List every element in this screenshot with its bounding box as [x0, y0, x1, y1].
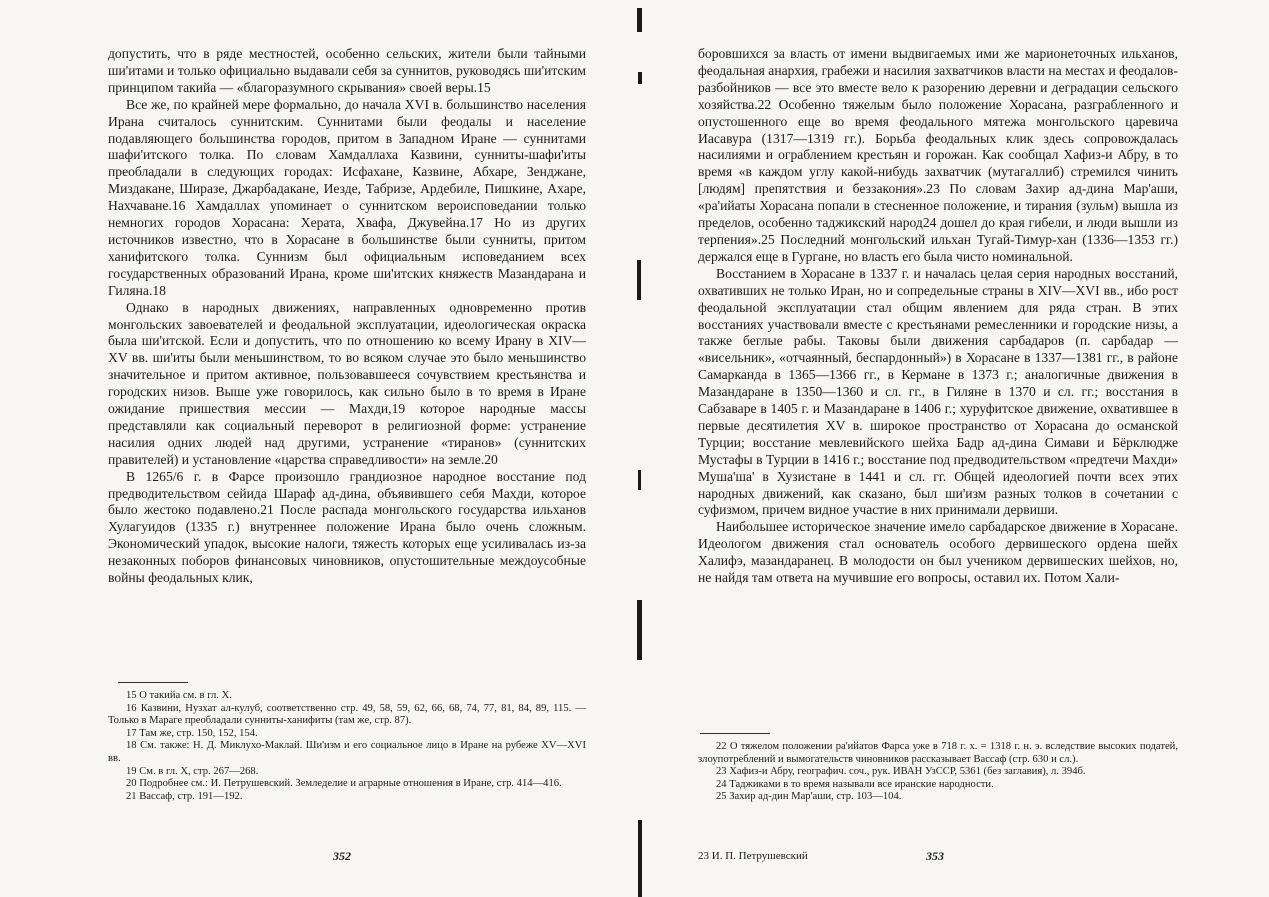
right-page-body — [698, 46, 1178, 587]
footnote-divider — [118, 682, 188, 683]
gutter-shadow — [638, 820, 642, 897]
paragraph: Наибольшее историческое значение имело сарбадарское движение в Хорасане. Идеологом движения стал основатель особого дервишеского ордена шейх Халифэ, мазандаранец. В молодости он был учеником дервишеских шейхов, но, не найдя там ответа на мучившие его вопросы, оставил их. Потом Хали- — [698, 519, 1178, 586]
footnote-divider — [700, 733, 770, 734]
footnote: 22 О тяжелом положении ра'ийатов Фарса уже в 718 г. х. = 1318 г. н. э. вследствие высоких податей, злоупотреблений и вымогательств чиновников рассказывает Вассаф (стр. 630 и сл.). — [698, 741, 1178, 765]
printer-signature: 23 И. П. Петрушевский — [698, 850, 808, 862]
paragraph: допустить, что в ряде местностей, особенно сельских, жители были тайными ши'итами и только официально выдавали себя за суннитов, руководясь ши'итским принципом такийа — «благоразумного скрывания» своей веры.15 — [108, 46, 586, 95]
footnote: 18 См. также: Н. Д. Миклухо-Маклай. Ши'изм и его социальное лицо в Иране на рубеже XV—XVI вв. — [108, 740, 586, 764]
right-page-footnotes — [698, 741, 1178, 804]
paragraph: Все же, по крайней мере формально, до начала XVI в. большинство населения Ирана считалось суннитским. Суннитами были феодалы и население подавляющего большинства городов, притом в Западном Иране — суннитами шафи'итского толка. По словам Хамдаллаха Казвини, сунниты-шафи'иты преобладали в следующих городах: Исфахане, Казвине, Абхаре, Зенджане, Миздакане, Ширазе, Джарбадакане, Иезде, Табризе, Ардебиле, Пишкине, Ахаре, Нахчаване.16 Хамдаллах упоминает о суннитском вероисповедании только немногих городов Хорасана: Херата, Хвафа, Джувейна.17 Но из других источников известно, что в Хорасане в большинстве были сунниты, притом ханифитского толка. Суннизм был официальным исповеданием всех государственных образований Ирана, кроме ши'итских княжеств Мазандарана и Гиляна.18 — [108, 96, 586, 298]
paragraph: боровшихся за власть от имени выдвигаемых ими же марионеточных ильханов, феодальная анархия, грабежи и насилия захватчиков власти на местах и феодалов-разбойников — все это вместе вело к разорению деревни и деградации сельского хозяйства.22 Особенно тяжелым было положение Хорасана, разграбленного и опустошенного еще во время феодального мятежа монгольского царевича Иасавура (1317—1319 гг.). Борьба феодальных клик здесь сопровождалась насилиями и ограблением крестьян и горожан. Как сообщал Хафиз-и Абру, в то время «в каждом углу какой-нибудь захватчик (мутагаллиб) стремился чинить [людям] препятствия и беззакония».23 По словам Захир ад-дина Мар'аши, «ра'ийаты Хорасана попали в стесненное положение, и тирания (зульм) вышла из пределов, особенно таджикский народ24 дошел до края гибели, и люди вышли из терпения».25 Последний монгольский ильхан Тугай-Тимур-хан (1336—1353 гг.) держался еще в Гургане, но власть его была чисто номинальной. — [698, 46, 1178, 264]
footnote: 20 Подробнее см.: И. Петрушевский. Земледелие и аграрные отношения в Иране, стр. 414—416. — [126, 778, 562, 790]
footnote: 23 Хафиз-и Абру, географич. соч., рук. ИВАН УзССР, 5361 (без заглавия), л. 394б. — [716, 766, 1086, 778]
gutter-shadow — [637, 260, 641, 300]
footnote: 17 Там же, стр. 150, 152, 154. — [126, 727, 258, 739]
paragraph: Восстанием в Хорасане в 1337 г. и началась целая серия народных восстаний, охвативших не только Иран, но и сопредельные страны в XIV—XVI вв., ибо рост феодальной эксплуатации стал общим явлением для ряда стран. В этих восстаниях участвовали вместе с крестьянами ремесленники и городские низы, а также беглые рабы. Таковы были движения сарбадаров (п. сарбадар — «висельник», «отчаянный, беспардонный») в Хорасане в 1337—1381 гг., в районе Самарканда в 1365—1366 гг., в Кермане в 1373 г.; аналогичные движения в Мазандаране в 1350—1360 и сл. гг., в Гиляне в 1370 и сл. гг.; восстания в Сабзаваре в 1405 г. и Мазандаране в 1406 г.; хуруфитское движение, охватившее в первые десятилетия XV в. широкое пространство от Хорасана до османской Турции; восстание мевлевийского шейха Бадр ад-дина Симави и Бёрклюдже Мустафы в Турции в 1416 г.; восстание под предводительством «предтечи Махди» Муша'ша' в Хузистане в 1441 и сл. гг. Общей идеологией почти всех этих народных движений, как сказано, был ши'изм разных толков в сочетании с суфизмом, причем видное участие в них принимали дервиши. — [698, 265, 1178, 518]
right-page — [648, 0, 1269, 897]
gutter-shadow — [637, 8, 642, 32]
left-page-body — [108, 46, 586, 587]
gutter-shadow — [637, 600, 642, 660]
book-gutter — [632, 0, 648, 897]
footnote: 19 См. в гл. X, стр. 267—268. — [126, 765, 259, 777]
gutter-shadow — [638, 470, 641, 490]
footnote: 21 Вассаф, стр. 191—192. — [126, 790, 243, 802]
footnote: 16 Казвини, Нузхат ал-кулуб, соответственно стр. 49, 58, 59, 62, 66, 68, 74, 77, 81, 84, 89, 115. — Только в Мараге преобладали сунниты-ханифиты (там же, стр. 87). — [108, 702, 586, 727]
page-number: 352 — [333, 849, 351, 863]
left-page — [0, 0, 632, 897]
footnote: 24 Таджиками в то время называли все иранские народности. — [716, 778, 994, 790]
gutter-shadow — [638, 72, 642, 84]
paragraph: Однако в народных движениях, направленных одновременно против монгольских завоевателей и феодальной эксплуатации, идеологическая окраска была ши'итской. Если и допустить, что по отношению ко всему Ирану в XIV—XV вв. ши'иты были меньшинством, то во всяком случае это было меньшинство значительное и притом активное, пользовавшееся сочувствием крестьянства и городских низов. Выше уже говорилось, как сильно было в то время в Иране ожидание пришествия мессии — Махди,19 которое народные массы представляли как социальный переворот в религиозной форме: устранение насилия одних людей над другими, устранение «тиранов» (суннитских правителей) и установление «царства справедливости» на земле.20 — [108, 299, 586, 467]
footnote: 15 О такийа см. в гл. X. — [126, 690, 232, 701]
left-page-footnotes — [108, 690, 586, 803]
paragraph: В 1265/6 г. в Фарсе произошло грандиозное народное восстание под предводительством сейида Шараф ад-дина, объявившего себя Махди, которое было жестоко подавлено.21 После распада монгольского государства ильханов Хулагуидов (1335 г.) внутреннее положение Ирана было очень сложным. Экономический упадок, высокие налоги, тяжесть которых еще усиливалась из-за незаконных поборов финансовых чиновников, опустошительные междоусобные войны феодальных клик, — [108, 468, 586, 586]
page-number: 353 — [926, 849, 944, 863]
footnote: 25 Захир ад-дин Мар'аши, стр. 103—104. — [716, 791, 902, 803]
